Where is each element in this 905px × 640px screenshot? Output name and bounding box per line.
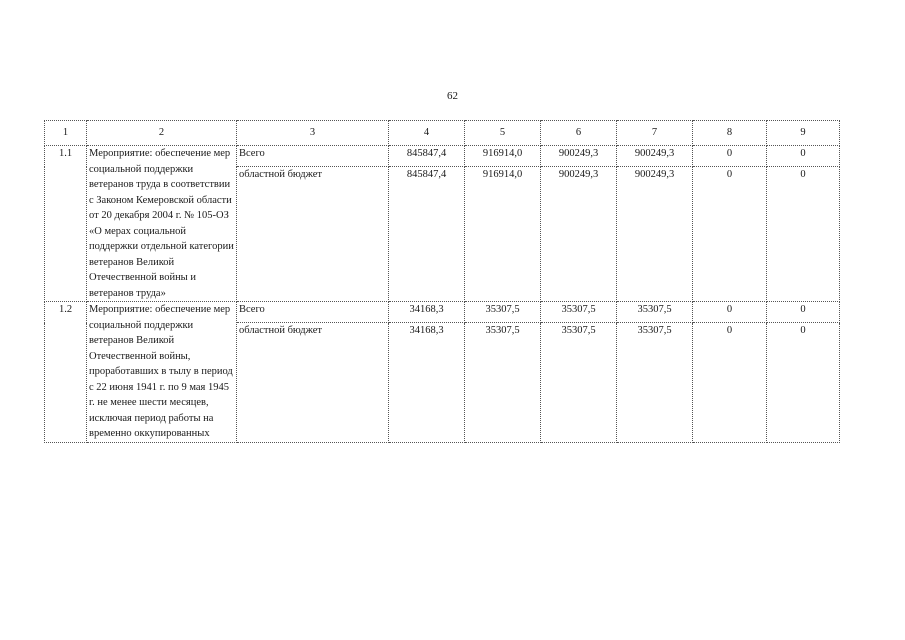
table-cell: 900249,3 bbox=[541, 167, 617, 302]
measure-description: Мероприятие: обеспечение мер социальной поддержки ветеранов Великой Отечественной войны, проработавших в тылу в период с 22 июня 1941 г. по 9 мая 1945 г. не менее шести месяцев, исключая период работы на временно оккупированных bbox=[87, 302, 237, 443]
table-cell: 900249,3 bbox=[617, 167, 693, 302]
column-number-row bbox=[45, 121, 840, 146]
table-cell: 916914,0 bbox=[465, 146, 541, 167]
column-header: 2 bbox=[87, 121, 237, 146]
table-cell: 35307,5 bbox=[617, 302, 693, 323]
funding-source: Всего bbox=[237, 302, 389, 323]
table-row bbox=[45, 302, 840, 323]
table-cell: 900249,3 bbox=[541, 146, 617, 167]
table-cell: 0 bbox=[693, 302, 767, 323]
table-cell: 35307,5 bbox=[541, 302, 617, 323]
column-header: 3 bbox=[237, 121, 389, 146]
column-header: 7 bbox=[617, 121, 693, 146]
table-cell: 35307,5 bbox=[541, 323, 617, 443]
row-number: 1.1 bbox=[45, 146, 87, 302]
table-cell: 35307,5 bbox=[617, 323, 693, 443]
column-header: 4 bbox=[389, 121, 465, 146]
column-header: 5 bbox=[465, 121, 541, 146]
column-header: 1 bbox=[45, 121, 87, 146]
table-cell: 916914,0 bbox=[465, 167, 541, 302]
table-cell: 0 bbox=[767, 146, 840, 167]
table-cell: 35307,5 bbox=[465, 302, 541, 323]
table-cell: 0 bbox=[693, 167, 767, 302]
table-cell: 0 bbox=[767, 167, 840, 302]
column-header: 9 bbox=[767, 121, 840, 146]
column-header: 8 bbox=[693, 121, 767, 146]
funding-source: Всего bbox=[237, 146, 389, 167]
table-cell: 34168,3 bbox=[389, 302, 465, 323]
table-row bbox=[45, 146, 840, 167]
table-cell: 0 bbox=[693, 323, 767, 443]
table-cell: 845847,4 bbox=[389, 167, 465, 302]
table-cell: 35307,5 bbox=[465, 323, 541, 443]
table-cell: 900249,3 bbox=[617, 146, 693, 167]
funding-source: областной бюджет bbox=[237, 167, 389, 302]
row-number: 1.2 bbox=[45, 302, 87, 443]
page-number: 62 bbox=[447, 90, 458, 102]
table-cell: 0 bbox=[767, 323, 840, 443]
table-cell: 34168,3 bbox=[389, 323, 465, 443]
funding-source: областной бюджет bbox=[237, 323, 389, 443]
column-header: 6 bbox=[541, 121, 617, 146]
table-cell: 0 bbox=[767, 302, 840, 323]
table-cell: 0 bbox=[693, 146, 767, 167]
budget-table bbox=[44, 120, 840, 443]
table-cell: 845847,4 bbox=[389, 146, 465, 167]
measure-description: Мероприятие: обеспечение мер социальной поддержки ветеранов труда в соответствии с Законом Кемеровской области от 20 декабря 2004 г. № 105-ОЗ «О мерах социальной поддержки отдельной категории ветеранов Великой Отечественной войны и ветеранов труда» bbox=[87, 146, 237, 302]
